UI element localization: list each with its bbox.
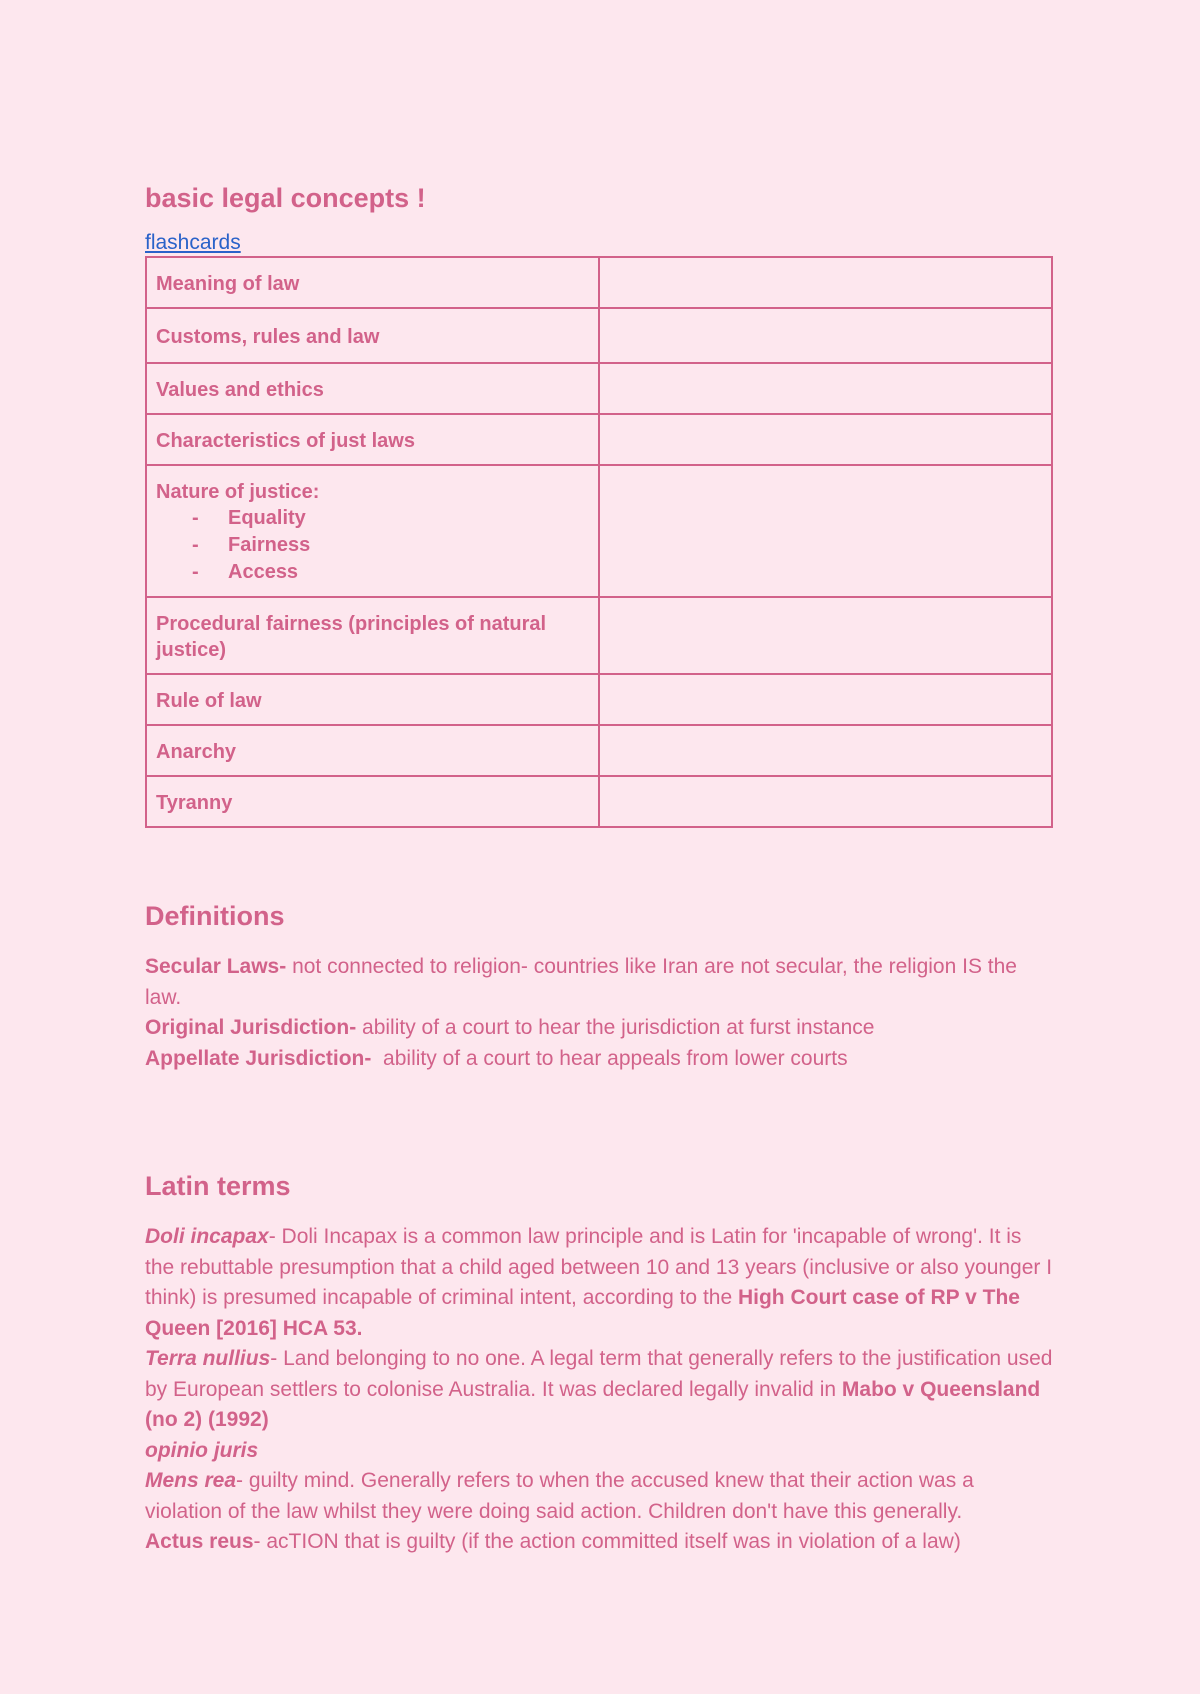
latin-term: Doli incapax (145, 1225, 269, 1248)
latin-terms-list (145, 1222, 1055, 1558)
definition-text: ability of a court to hear the jurisdiction at furst instance (356, 1016, 875, 1039)
table-cell-label: Characteristics of just laws (146, 414, 599, 465)
latin-term-case: High Court case of RP v The Queen [2016] HCA 53. (145, 1286, 1020, 1340)
latin-term-item (145, 1436, 1055, 1467)
table-cell-value[interactable] (599, 363, 1052, 414)
latin-terms-heading: Latin terms (145, 1171, 291, 1201)
list-item-text: Fairness (228, 534, 311, 556)
table-row (146, 597, 1052, 674)
table-cell-label: Customs, rules and law (146, 308, 599, 363)
latin-term-text: - Land belonging to no one. A legal term that generally refers to the justification used by European settlers to colonise Australia. It was declared legally invalid in (145, 1347, 1053, 1401)
document-title: basic legal concepts ! (145, 183, 426, 213)
latin-term: opinio juris (145, 1438, 259, 1462)
table-cell-value[interactable] (599, 725, 1052, 776)
definition-item (145, 952, 1055, 1013)
table-row (146, 414, 1052, 465)
table-cell-value[interactable] (599, 465, 1052, 597)
latin-term-item (145, 1466, 1055, 1527)
table-row (146, 363, 1052, 414)
table-cell-value[interactable] (599, 674, 1052, 725)
definitions-list (145, 952, 1055, 1074)
flashcards-link[interactable]: flashcards (145, 231, 241, 254)
definition-text: not connected to religion- countries like Iran are not secular, the religion IS the law. (145, 955, 1017, 1009)
table-cell-label: Values and ethics (146, 363, 599, 414)
list-item-text: Access (228, 561, 299, 583)
latin-term-item (145, 1344, 1055, 1436)
table-row (146, 725, 1052, 776)
definition-item (145, 1013, 1055, 1044)
table-cell-label-with-list (146, 465, 599, 597)
list-item-text: Equality (228, 507, 306, 529)
latin-term-text: - Doli Incapax is a common law principle and is Latin for 'incapable of wrong'. It is the rebuttable presumption that a child aged between 10 and 13 years (inclusive or also younger I think) is presumed incapable of criminal intent, according to the (145, 1225, 1053, 1309)
table-row (146, 257, 1052, 308)
table-cell-value[interactable] (599, 308, 1052, 363)
table-cell-label: Rule of law (146, 674, 599, 725)
table-cell-value[interactable] (599, 414, 1052, 465)
nature-of-justice-label: Nature of justice: (156, 481, 320, 503)
latin-term-item (145, 1222, 1055, 1344)
definition-text: ability of a court to hear appeals from lower courts (371, 1046, 848, 1070)
dash-bullet: - (192, 561, 199, 583)
table-row (146, 674, 1052, 725)
definitions-heading: Definitions (145, 901, 285, 931)
table-cell-label: Anarchy (146, 725, 599, 776)
latin-term: Terra nullius (145, 1347, 271, 1370)
document-content (145, 178, 1055, 1558)
definition-term: Appellate Jurisdiction- (145, 1046, 372, 1070)
dash-bullet: - (192, 534, 199, 556)
table-row (146, 465, 1052, 597)
table-cell-value[interactable] (599, 776, 1052, 827)
definition-term: Secular Laws- (145, 955, 287, 978)
latin-term-item (145, 1527, 1055, 1558)
justice-sublist (156, 505, 589, 586)
latin-term: Mens rea (145, 1469, 237, 1492)
dash-bullet: - (192, 507, 199, 529)
definition-item (145, 1044, 1055, 1075)
table-row (146, 776, 1052, 827)
table-cell-value[interactable] (599, 597, 1052, 674)
list-item (156, 559, 589, 586)
latin-term: Actus reus (145, 1530, 254, 1553)
table-cell-value[interactable] (599, 257, 1052, 308)
table-row (146, 308, 1052, 363)
list-item (156, 532, 589, 559)
table-cell-label: Meaning of law (146, 257, 599, 308)
latin-term-text: - acTION that is guilty (if the action committed itself was in violation of a law) (253, 1530, 961, 1553)
definition-term: Original Jurisdiction- (145, 1016, 357, 1039)
table-cell-label: Tyranny (146, 776, 599, 827)
concepts-table (145, 256, 1053, 828)
latin-term-text: - guilty mind. Generally refers to when the accused knew that their action was a violation of the law whilst they were doing said action. Children don't have this generally. (145, 1469, 974, 1523)
table-cell-label: Procedural fairness (principles of natural justice) (146, 597, 599, 674)
latin-term-case: Mabo v Queensland (no 2) (1992) (145, 1377, 1041, 1431)
list-item (156, 505, 589, 532)
